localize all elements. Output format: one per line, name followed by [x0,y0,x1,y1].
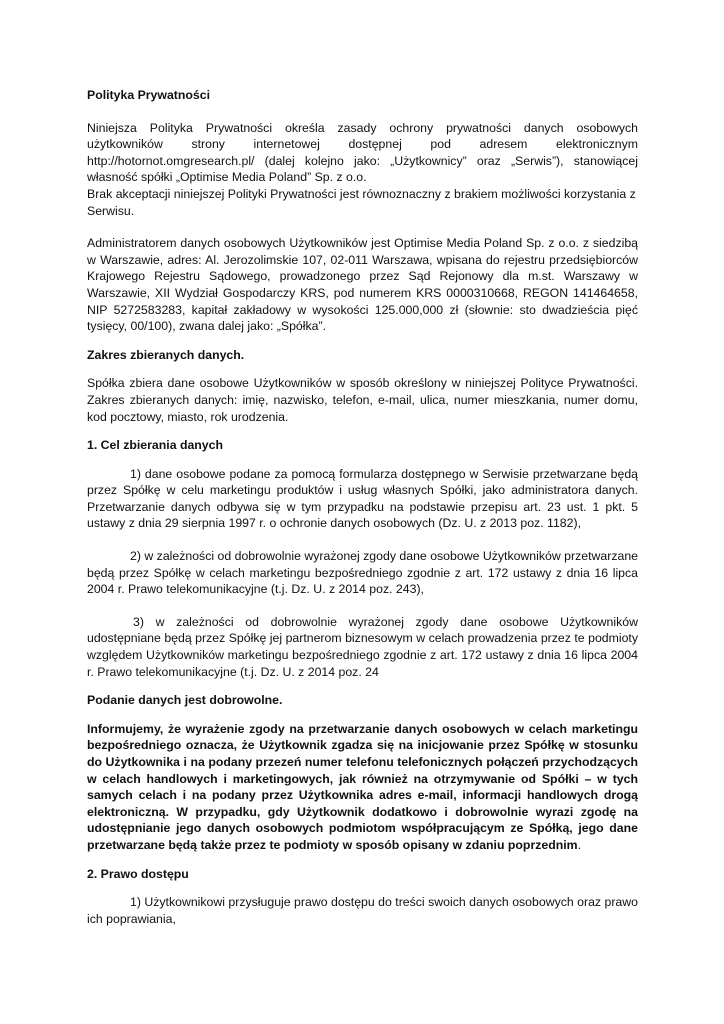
consent-info-bold: Informujemy, że wyrażenie zgody na przetwarzanie danych osobowych w celach marketingu bezpośredniego oznacza, że Użytkownik zgadza się na inicjowanie przez Spółkę w stosunku do Użytkownika i na podany przezeń numer telefonu telefonicznych połączeń przychodzących w celach handlowych i marketingowych, jak również na otrzymywanie od Spółki – w tych samych celach i na podany przez Użytkownika adres e-mail, informacji handlowych drogą elektroniczną. W przypadku, gdy Użytkownik dodatkowo i dobrowolnie wyrazi zgodę na udostępnianie jego danych osobowych podmiotom współpracującym ze Spółką, jego dane przetwarzane będą także przez te podmioty w sposób opisany w zdaniu poprzednim [87,721,638,852]
intro-paragraph-2: Brak akceptacji niniejszej Polityki Prywatności jest równoznaczny z brakiem możliwości korzystania z Serwisu. [87,186,636,218]
purpose-item-1: 1) dane osobowe podane za pomocą formularza dostępnego w Serwisie przetwarzane będą przez Spółkę w celu marketingu produktów i usług własnych Spółki, jako administratora danych. Przetwarzanie danych odbywa się w tym przypadku na podstawie przepisu art. 23 ust. 1 pkt. 5 ustawy z dnia 29 sierpnia 1997 r. o ochronie danych osobowych (Dz. U. z 2013 poz. 1182), [87,466,638,531]
document-title: Polityka Prywatności [87,88,211,102]
voluntary-heading: Podanie danych jest dobrowolne. [87,693,283,708]
purpose-item-3: 3) w zależności od dobrowolnie wyrażonej zgody dane osobowe Użytkowników udostępniane będą przez Spółkę jej partnerom biznesowym w celach prowadzenia przez te podmioty względem Użytkowników marketingu bezpośredniego zgodnie z art. 172 ustawy z dnia 16 lipca 2004 r. Prawo telekomunikacyjne (t.j. Dz. U. z 2014 poz. 24 [87,614,638,679]
access-heading: 2. Prawo dostępu [87,866,189,881]
access-item-1: 1) Użytkownikowi przysługuje prawo dostępu do treści swoich danych osobowych oraz prawo ich poprawiania, [87,895,638,926]
administrator-paragraph: Administratorem danych osobowych Użytkowników jest Optimise Media Poland Sp. z o.o. z siedzibą w Warszawie, adres: Al. Jerozolimskie 107, 02-011 Warszawa, wpisana do rejestru przedsiębiorców Krajowego Rejestru Sądowego, prowadzonego przez Sąd Rejonowy dla m.st. Warszawy w Warszawie, XII Wydział Gospodarczy KRS, pod numerem KRS 0000310668, REGON 141464658, NIP 5272583283, kapitał zakładowy w wysokości 125.000,000 zł (słownie: sto dwadzieścia pięć tysięcy, 00/100), zwana dalej jako: „Spółka”. [87,236,638,334]
scope-paragraph: Spółka zbiera dane osobowe Użytkowników w sposób określony w niniejszej Polityce Prywatności. Zakres zbieranych danych: imię, nazwisko, telefon, e-mail, ulica, numer mieszkania, numer domu, kod pocztowy, miasto, rok urodzenia. [87,376,638,424]
scope-heading: Zakres zbieranych danych. [87,347,245,362]
purpose-heading: 1. Cel zbierania danych [87,438,223,453]
purpose-item-2: 2) w zależności od dobrowolnie wyrażonej zgody dane osobowe Użytkowników przetwarzane będą przez Spółkę w celach marketingu bezpośredniego zgodnie z art. 172 ustawy z dnia 16 lipca 2004 r. Prawo telekomunikacyjne (t.j. Dz. U. z 2014 poz. 243), [87,549,638,597]
consent-info-tail: . [577,837,582,852]
intro-paragraph: Niniejsza Polityka Prywatności określa zasady ochrony prywatności danych osobowych użytkowników strony internetowej dostępnej pod adresem elektronicznym http://hotornot.omgresearch.pl/ (dalej kolejno jako: „Użytkownicy” oraz „Serwis”), stanowiącej własność spółki „Optimise Media Poland” Sp. z o.o. [87,120,638,185]
consent-info-paragraph [87,721,638,854]
